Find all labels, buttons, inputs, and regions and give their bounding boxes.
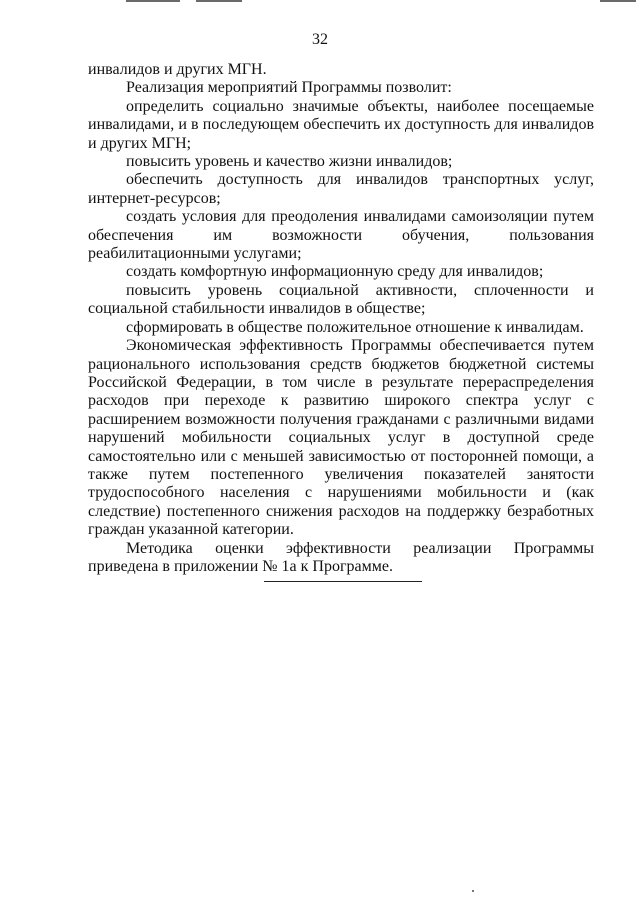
list-item: создать комфортную информационную среду для инвалидов; bbox=[126, 263, 544, 281]
paragraph-methodology: Методика оценки эффективности реализации Программы приведена в приложении № 1а к Программе. bbox=[88, 539, 594, 575]
list-item: сформировать в обществе положительное отношение к инвалидам. bbox=[126, 318, 584, 336]
page-number: 32 bbox=[312, 31, 328, 48]
paragraph-continuation: инвалидов и других МГН. bbox=[88, 61, 267, 78]
paragraph-intro: Реализация мероприятий Программы позволит: bbox=[126, 79, 452, 97]
document-body bbox=[88, 61, 594, 576]
list-item: повысить уровень и качество жизни инвалидов; bbox=[126, 153, 453, 171]
list-item: создать условия для преодоления инвалидами самоизоляции путем обеспечения им возможности обучения, пользования реабилитационными услугами; bbox=[88, 208, 594, 263]
list-item: обеспечить доступность для инвалидов транспортных услуг, интернет-ресурсов; bbox=[88, 171, 594, 207]
scan-artifact bbox=[196, 0, 242, 2]
list-item: определить социально значимые объекты, наиболее посещаемые инвалидами, и в последующем обеспечить их доступность для инвалидов и других МГН; bbox=[88, 97, 594, 152]
scan-artifact bbox=[600, 0, 636, 2]
scan-artifact bbox=[472, 890, 474, 892]
scan-artifact bbox=[126, 0, 180, 2]
list-item: повысить уровень социальной активности, сплоченности и социальной стабильности инвалидов в обществе; bbox=[88, 281, 594, 318]
end-of-text-rule bbox=[264, 581, 422, 582]
paragraph-economic-efficiency: Экономическая эффективность Программы обеспечивается путем рационального использования средств бюджетов бюджетной системы Российской Федерации, в том числе в результате перераспределения расходов при переходе к развитию широкого спектра услуг с расширением возможности получения гражданами с различными видами нарушений мобильности социальных услуг в доступной среде самостоятельно или с меньшей зависимостью от посторонней помощи, а также путем постепенного увеличения показателей занятости трудоспособного населения с нарушениями мобильности и (как следствие) постепенного снижения расходов на поддержку безработных граждан указанной категории. bbox=[88, 337, 594, 539]
